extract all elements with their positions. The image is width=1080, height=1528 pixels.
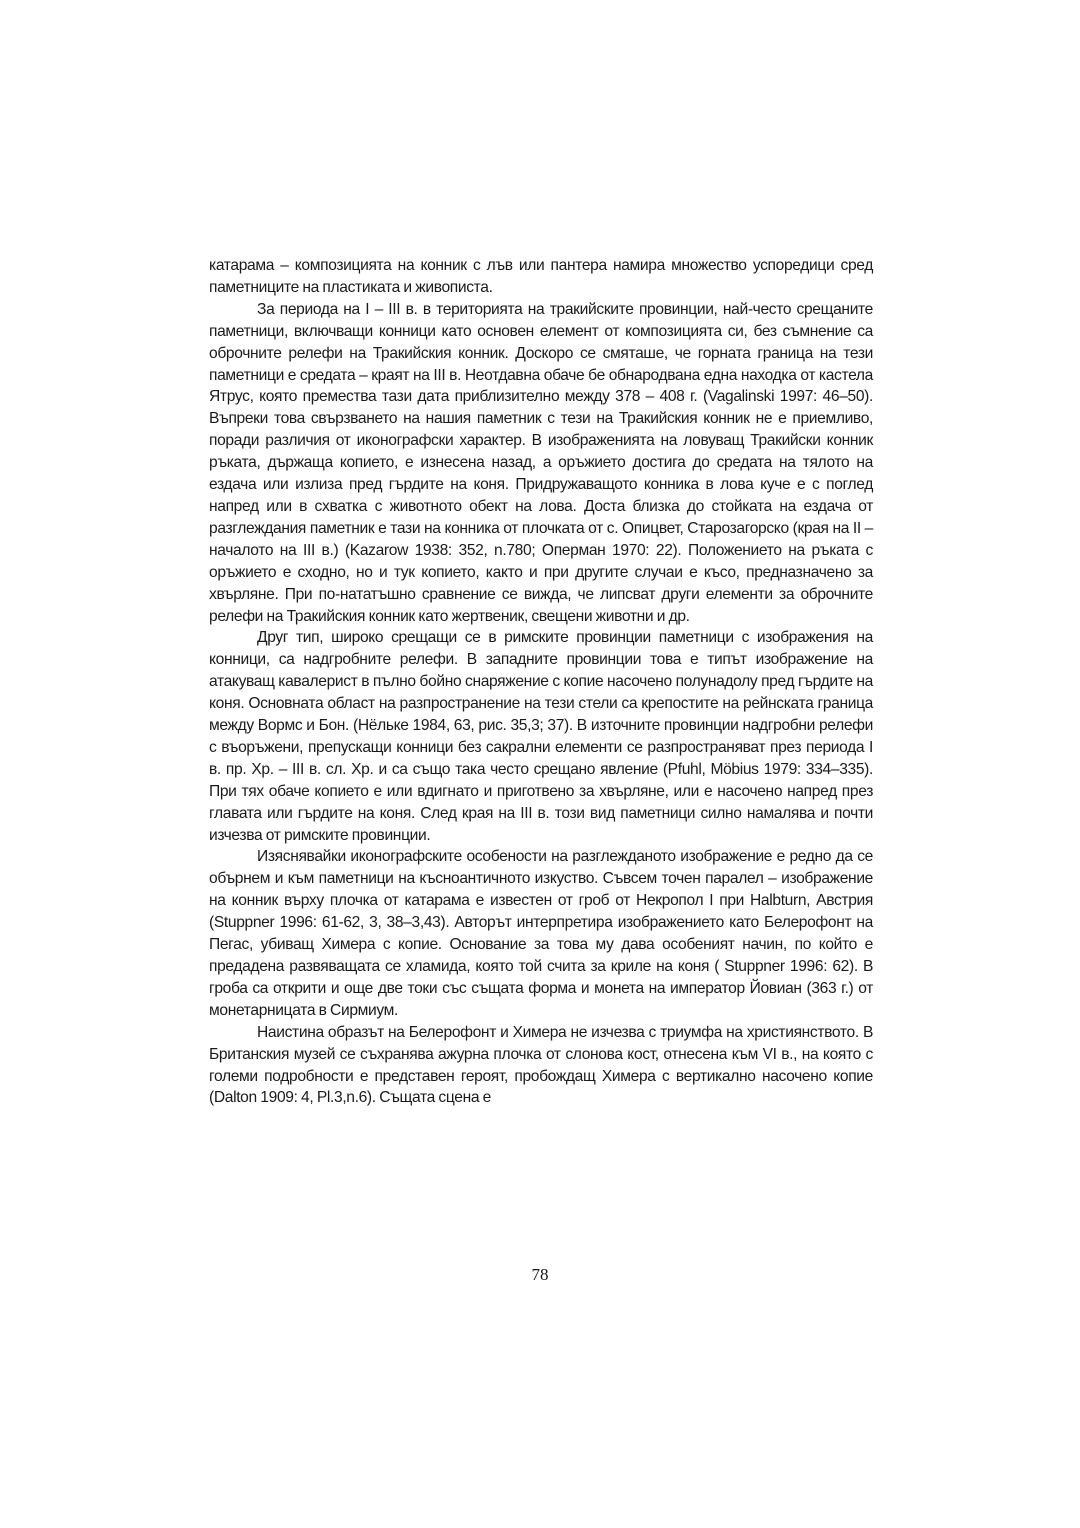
- paragraph-continuation: катарама – композицията на конник с лъв или пантера намира множество успоредици сред паметниците на пластиката и живописта.: [209, 257, 873, 296]
- paragraph-late-antique-parallels: Изяснявайки иконографските особености на разглежданото изображение е редно да се обърнем и към паметници на късноантичното изкуство. Съвсем точен паралел – изображение на конник върху плочка от катарама е известен от гроб от Некропол I при Halbturn, Австрия (Stuppner 1996: 61-62, 3, 38–3,43). Авторът интерпретира изображението като Белерофонт на Пегас, убиващ Химера с копие. Основание за това му дава особеният начин, по който е предадена развяващата се хламида, която той счита за криле на коня ( Stuppner 1996: 62). В гроба са открити и още две токи със същата форма и монета на император Йовиан (363 г.) от монетарницата в Сирмиум.: [209, 848, 873, 1019]
- body-text: [209, 255, 873, 1109]
- paragraph-bellerophon: Наистина образът на Белерофонт и Химера не изчезва с триумфа на християнството. В Британския музей се съхранява ажурна плочка от слонова кост, отнесена към VI в., на която с големи подробности е представен героят, пробождащ Химера с вертикално насочено копие (Dalton 1909: 4, Pl.3,n.6). Същата сцена е: [209, 1023, 873, 1107]
- paragraph-tombstone-reliefs: Друг тип, широко срещащи се в римските провинции паметници с изображения на конници, са надгробните релефи. В западните провинции това е типът изображение на атакуващ кавалерист в пълно бойно снаряжение с копие насочено полунадолу пред гърдите на коня. Основната област на разпространение на тези стели са крепостите на рейнската граница между Вормс и Бон. (Нёльке 1984, 63, рис. 35,3; 37). В източните провинции надгробни релефи с въоръжени, препускащи конници без сакрални елементи се разпространяват през периода I в. пр. Хр. – III в. сл. Хр. и са също така често срещано явление (Pfuhl, Möbius 1979: 334–335). При тях обаче копието е или вдигнато и приготвено за хвърляне, или е насочено напред през главата или гърдите на коня. След края на III в. този вид паметници силно намалява и почти изчезва от римските провинции.: [209, 629, 873, 844]
- paragraph-thracian-horseman: За периода на I – III в. в територията на тракийските провинции, най-често срещаните паметници, включващи конници като основен елемент от композицията си, без съмнение са оброчните релефи на Тракийския конник. Доскоро се смяташе, че горната граница на тези паметници е средата – краят на III в. Неотдавна обаче бе обнародвана една находка от кастела Ятрус, която премества тази дата приблизително между 378 – 408 г. (Vagalinski 1997: 46–50). Въпреки това свързването на нашия паметник с тези на Тракийския конник не е приемливо, поради различия от иконографски характер. В изображенията на ловуващ Тракийски конник ръката, държаща копието, е изнесена назад, а оръжието достига до средата на тялото на ездача или излиза пред гърдите на коня. Придружаващото конника в лова куче е с поглед напред или в схватка с животното обект на лова. Доста близка до стойката на ездача от разглеждания паметник е тази на конника от плочката от с. Опицвет, Старозагорско (края на II – началото на III в.) (Kazarow 1938: 352, n.780; Оперман 1970: 22). Положението на ръката с оръжието е сходно, но и тук копието, както и при другите случаи е късо, предназначено за хвърляне. При по-нататъшно сравнение се вижда, че липсват други елементи за оброчните релефи на Тракийския конник като жертвеник, свещени животни и др.: [209, 300, 873, 625]
- page-number: 78: [531, 1265, 549, 1284]
